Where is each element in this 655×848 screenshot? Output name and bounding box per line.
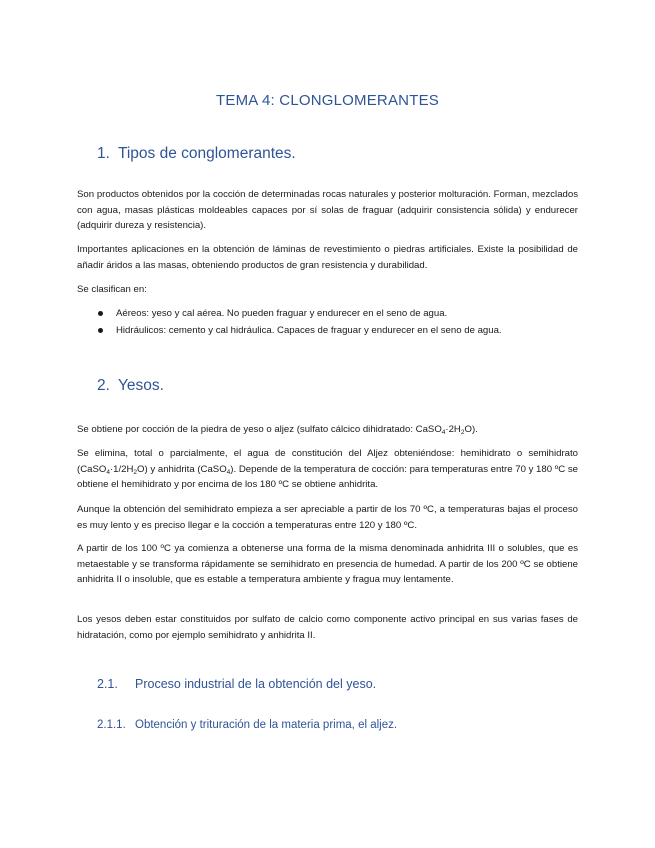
- paragraph: Se clasifican en:: [77, 284, 147, 295]
- paragraph: Importantes aplicaciones en la obtención de láminas de revestimiento o piedras artificiales. Existe la posibilidad de añadir áridos a las masas, obteniendo productos de gran resistencia y durabilidad.: [77, 244, 578, 271]
- paragraph: Se obtiene por cocción de la piedra de yeso o aljez (sulfato cálcico dihidratado: $CaSO_4\cdot 2H_2O$).: [77, 424, 478, 436]
- subsection-title: Proceso industrial de la obtención del yeso.: [135, 677, 377, 691]
- bullet-list: [77, 305, 578, 339]
- paragraph: Son productos obtenidos por la cocción de determinadas rocas naturales y posterior molturación. Forman, mezclados con agua, masas plásticas moldeables capaces por sí solas de fraguar (adquirir consistencia sólida) y endurecer (adquirir dureza y resistencia).: [77, 189, 578, 231]
- paragraph: A partir de los 100 ºC ya comienza a obtenerse una forma de la misma denominada anhidrita III o solubles, que es metaestable y se transforma rápidamente se semihidrato en presencia de humedad. A partir de los 200 ºC se obtiene anhidrita II o insoluble, que es estable a temperatura ambiente y fragua muy lentamente.: [77, 543, 578, 585]
- section-title: Tipos de conglomerantes.: [117, 145, 296, 162]
- paragraph: Aunque la obtención del semihidrato empieza a ser apreciable a partir de los 70 ºC, a temperaturas bajas el proceso es muy lento y es preciso llegar e la cocción a temperaturas entre 120 y 180 ºC.: [77, 504, 578, 531]
- section-title: Yesos.: [117, 377, 164, 394]
- bullet-icon: [98, 328, 103, 333]
- paragraph: Los yesos deben estar constituidos por sulfato de calcio como componente activo principal en sus varias fases de hidratación, como por ejemplo semihidrato y anhidrita II.: [77, 614, 578, 641]
- paragraph: Se elimina, total o parcialmente, el agua de constitución del Aljez obteniéndose: hemihidrato o semihidrato $(CaSO_4\cdot 1/2H_2O)$ y anhidrita (CaSO$_4$). Depende de la temperatura de cocción: para temperaturas entre 70 y 180 ºC se obtiene el hemihidrato y por encima de los 180 ºC se obtiene anhidrita.: [77, 448, 578, 490]
- list-item: [77, 322, 578, 339]
- subsection-heading: [97, 677, 376, 691]
- subsubsection-heading: [97, 719, 397, 731]
- section-heading-2: [97, 377, 164, 395]
- list-item: [77, 305, 578, 322]
- list-item-text: Hidráulicos: cemento y cal hidráulica. Capaces de fraguar y endurecer en el seno de agua.: [116, 325, 502, 336]
- section-number: 2.: [97, 377, 110, 394]
- subsubsection-number: 2.1.1.: [97, 719, 126, 731]
- subsection-number: 2.1.: [97, 677, 118, 691]
- section-number: 1.: [97, 145, 110, 162]
- list-item-text: Aéreos: yeso y cal aérea. No pueden fraguar y endurecer en el seno de agua.: [116, 308, 448, 319]
- subsubsection-title: Obtención y trituración de la materia prima, el aljez.: [135, 719, 398, 731]
- section-heading-1: [97, 145, 296, 163]
- bullet-icon: [98, 311, 103, 316]
- document-title: TEMA 4: CLONGLOMERANTES: [216, 92, 439, 109]
